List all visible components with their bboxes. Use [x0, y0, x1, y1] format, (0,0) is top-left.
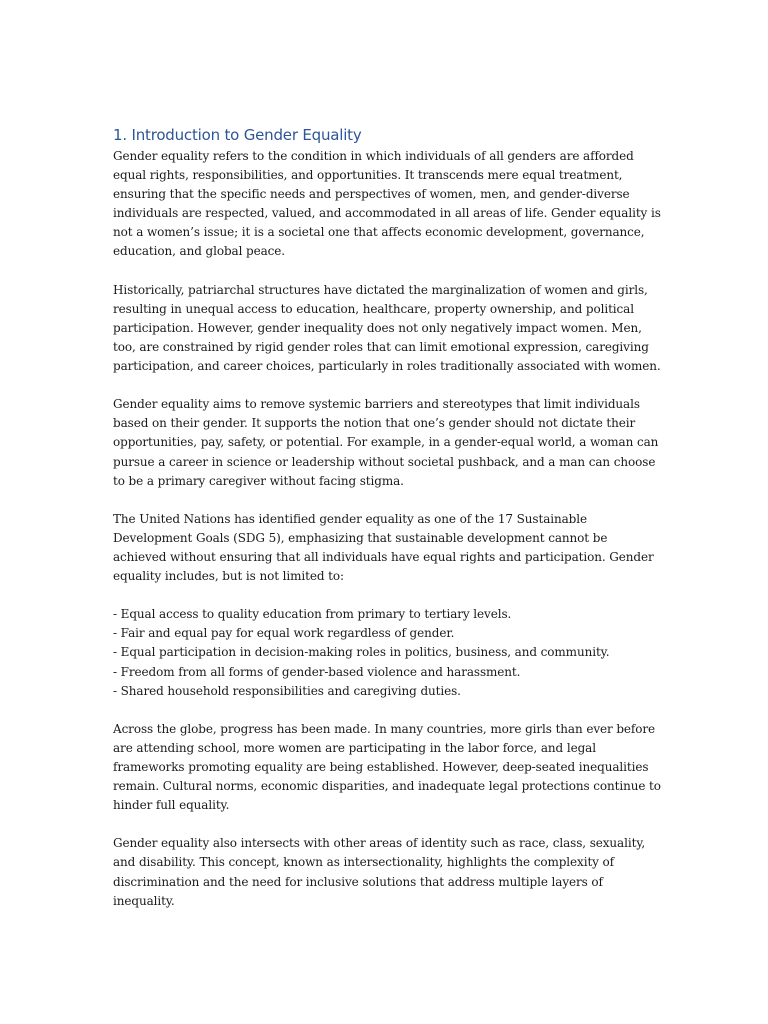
paragraph-aims: Gender equality aims to remove systemic barriers and stereotypes that limit individuals based on their gender. It supports the notion that one’s gender should not dictate their opportunities, pay, safety, or potential. For example, in a gender-equal world, a woman can pursue a career in science or leadership without societal pushback, and a man can choose to be a primary caregiver without facing stigma. [113, 397, 659, 488]
paragraph-progress: Across the globe, progress has been made. In many countries, more girls than ever before are attending school, more women are participating in the labor force, and legal frameworks promoting equality are being established. However, deep-seated inequalities remain. Cultural norms, economic disparities, and inadequate legal protections continue to hinder full equality. [113, 721, 661, 813]
list-item: - Equal access to quality education from primary to tertiary levels. [113, 607, 512, 622]
document-body [113, 124, 661, 930]
section-heading: 1. Introduction to Gender Equality [113, 126, 362, 144]
list-item: - Freedom from all forms of gender-based violence and harassment. [113, 664, 521, 679]
paragraph-definition: Gender equality refers to the condition in which individuals of all genders are afforded equal rights, responsibilities, and opportunities. It transcends mere equal treatment, ensuring that the specific needs and perspectives of women, men, and gender-diverse individuals are respected, valued, and accommodated in all areas of life. Gender equality is not a women’s issue; it is a societal one that affects economic development, governance, education, and global peace. [113, 149, 661, 259]
paragraph-intersectionality: Gender equality also intersects with other areas of identity such as race, class, sexuality, and disability. This concept, known as intersectionality, highlights the complexity of discrimination and the need for inclusive solutions that address multiple layers of inequality. [113, 836, 646, 908]
list-item: - Fair and equal pay for equal work regardless of gender. [113, 626, 455, 641]
list-item: - Shared household responsibilities and caregiving duties. [113, 683, 461, 698]
paragraph-history: Historically, patriarchal structures have dictated the marginalization of women and girls, resulting in unequal access to education, healthcare, property ownership, and political participation. However, gender inequality does not only negatively impact women. Men, too, are constrained by rigid gender roles that can limit emotional expression, caregiving participation, and career choices, particularly in roles traditionally associated with women. [113, 282, 661, 374]
list-item: - Equal participation in decision-making roles in politics, business, and community. [113, 645, 610, 660]
includes-list [113, 605, 661, 700]
paragraph-un-sdg: The United Nations has identified gender equality as one of the 17 Sustainable Development Goals (SDG 5), emphasizing that sustainable development cannot be achieved without ensuring that all individuals have equal rights and participation. Gender equality includes, but is not limited to: [113, 511, 654, 584]
